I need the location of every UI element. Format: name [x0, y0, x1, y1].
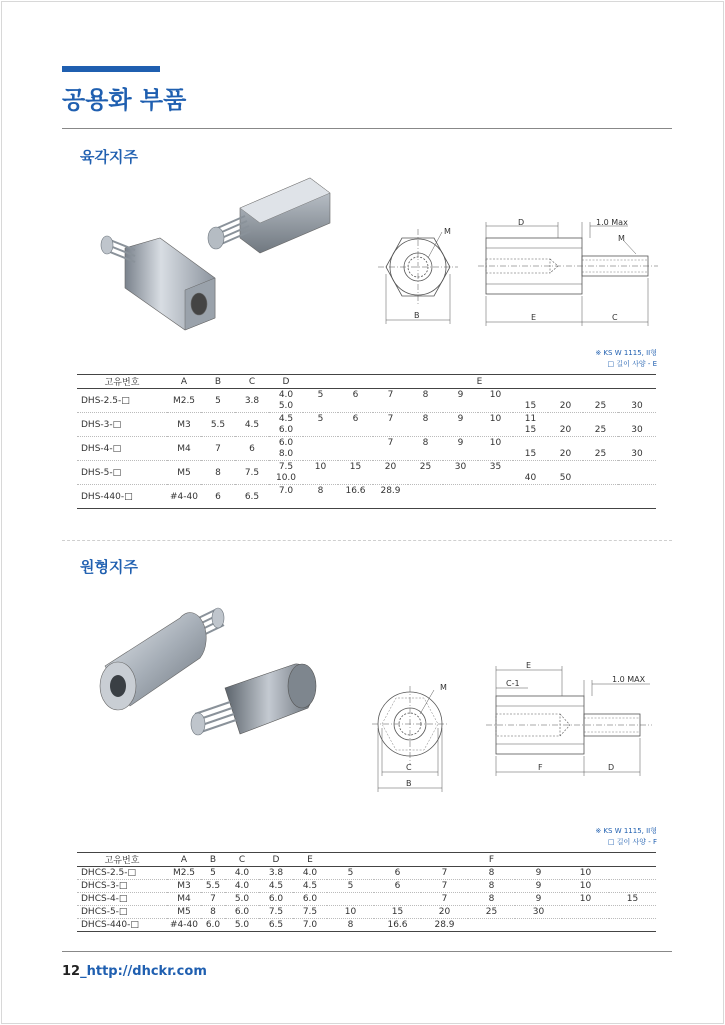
hex-cell-e — [303, 497, 338, 509]
round-cell-d: 4.5 — [259, 880, 293, 893]
hex-cell-e: 9 — [457, 413, 464, 424]
hex-cell-e — [443, 485, 478, 497]
hex-cell-e — [583, 389, 618, 401]
hex-cell-e — [443, 401, 478, 413]
hex-note-length: □ 길이 사양 - E — [607, 360, 657, 368]
hex-cell-e — [373, 425, 408, 437]
round-cell-c: 5.0 — [225, 893, 259, 906]
hex-cell-e — [478, 497, 513, 509]
round-cell-f — [609, 880, 656, 893]
hex-cell-e — [513, 485, 548, 497]
hex-cell-e: 7 — [387, 389, 394, 400]
hex-header-d: D — [269, 375, 303, 389]
hex-cell-e — [338, 449, 373, 461]
round-cell-f — [468, 919, 515, 932]
round-cell-f — [609, 919, 656, 932]
section-divider — [62, 540, 672, 541]
hex-drawing-label-max: 1.0 Max — [596, 218, 628, 227]
hex-cell-e — [618, 389, 656, 401]
hex-cell-c: 3.8 — [235, 389, 269, 413]
round-header-c: C — [225, 853, 259, 867]
hex-cell-e: 28.9 — [380, 485, 401, 496]
hex-cell-e: 25 — [583, 449, 618, 461]
round-cell-c: 4.0 — [225, 880, 259, 893]
round-drawing-label-max: 1.0 MAX — [612, 675, 646, 684]
hex-header-e: E — [303, 375, 656, 389]
hex-cell-e: 20 — [548, 401, 583, 413]
hex-cell-e — [513, 497, 548, 509]
round-cell-f — [609, 906, 656, 919]
hex-cell-e — [338, 425, 373, 437]
round-cell-code: DHCS-5-□ — [77, 906, 167, 919]
round-cell-code: DHCS-2.5-□ — [77, 867, 167, 880]
hex-cell-b: 5.5 — [201, 413, 235, 437]
round-cell-d: 6.5 — [259, 919, 293, 932]
round-cell-f: 9 — [515, 867, 562, 880]
hex-note — [595, 348, 657, 370]
round-cell-f — [515, 919, 562, 932]
round-cell-f: 8 — [468, 867, 515, 880]
hex-cell-e: 10 — [489, 413, 502, 424]
hex-cell-e — [443, 425, 478, 437]
round-header-code: 고유번호 — [77, 853, 167, 867]
hex-cell-b: 8 — [201, 461, 235, 485]
round-drawing-label-c: C — [406, 763, 412, 772]
hex-cell-code: DHS-2.5-□ — [77, 389, 167, 413]
hex-cell-d: 6.0 — [269, 425, 303, 437]
round-cell-d: 6.0 — [259, 893, 293, 906]
hex-cell-e: 9 — [457, 437, 464, 448]
round-note-length: □ 길이 사양 - F — [607, 838, 657, 846]
hex-cell-b: 7 — [201, 437, 235, 461]
round-spec-table — [77, 852, 656, 932]
hex-cell-e — [583, 461, 618, 473]
hex-cell-e — [338, 401, 373, 413]
round-cell-a: M5 — [167, 906, 201, 919]
hex-cell-e: 15 — [513, 449, 548, 461]
hex-cell-a: M3 — [167, 413, 201, 437]
table-row — [77, 893, 656, 906]
hex-cell-e — [548, 485, 583, 497]
hex-cell-e — [373, 401, 408, 413]
round-drawing-label-d: D — [608, 763, 615, 772]
round-cell-a: M3 — [167, 880, 201, 893]
hex-drawing-label-b: B — [414, 311, 420, 320]
hex-cell-e: 10 — [489, 389, 502, 400]
hex-note-standard: ※ KS W 1115, II형 — [595, 349, 657, 357]
round-table-header-row — [77, 853, 656, 867]
round-header-b: B — [201, 853, 225, 867]
round-cell-code: DHCS-440-□ — [77, 919, 167, 932]
hex-cell-e — [443, 473, 478, 485]
round-standoff-drawing — [372, 656, 662, 794]
hex-cell-e — [478, 425, 513, 437]
hex-cell-e: 10 — [489, 437, 502, 448]
round-cell-code: DHCS-3-□ — [77, 880, 167, 893]
hex-cell-c: 7.5 — [235, 461, 269, 485]
round-drawing-label-f: F — [538, 763, 543, 772]
round-cell-a: M2.5 — [167, 867, 201, 880]
round-cell-f — [562, 906, 609, 919]
hex-cell-a: M2.5 — [167, 389, 201, 413]
round-cell-f: 10 — [562, 867, 609, 880]
round-cell-f: 10 — [327, 906, 374, 919]
section-title-round: 원형지주 — [80, 558, 138, 576]
round-cell-e: 4.0 — [293, 867, 327, 880]
hex-cell-a: #4-40 — [167, 485, 201, 509]
page-title: 공용화 부품 — [62, 86, 187, 114]
round-cell-f: 6 — [374, 880, 421, 893]
footer-url-link[interactable]: _http://dhckr.com — [80, 964, 207, 979]
round-cell-f: 28.9 — [421, 919, 468, 932]
hex-cell-e: 25 — [583, 425, 618, 437]
round-cell-f: 30 — [515, 906, 562, 919]
hex-cell-e — [618, 437, 656, 449]
round-standoff-photo — [90, 596, 330, 766]
round-cell-f: 8 — [468, 893, 515, 906]
hex-cell-e: 16.6 — [345, 485, 366, 496]
round-cell-f: 5 — [327, 880, 374, 893]
page-number: 12 — [62, 964, 81, 979]
hex-cell-c: 6 — [235, 437, 269, 461]
round-cell-code: DHCS-4-□ — [77, 893, 167, 906]
round-cell-f: 10 — [562, 893, 609, 906]
round-cell-f: 20 — [421, 906, 468, 919]
hex-cell-e: 7 — [387, 437, 394, 448]
hex-cell-b: 5 — [201, 389, 235, 413]
hex-cell-e: 40 — [513, 473, 548, 485]
hex-cell-d: 8.0 — [269, 449, 303, 461]
hex-cell-e: 10 — [314, 461, 327, 472]
table-row — [77, 485, 656, 497]
hex-standoff-drawing — [378, 214, 663, 329]
hex-cell-e — [513, 461, 548, 473]
table-row — [77, 919, 656, 932]
hex-cell-e — [618, 473, 656, 485]
hex-cell-e: 20 — [384, 461, 397, 472]
round-cell-f: 8 — [327, 919, 374, 932]
hex-cell-code: DHS-5-□ — [77, 461, 167, 485]
hex-cell-e: 8 — [317, 485, 324, 496]
round-header-f: F — [327, 853, 656, 867]
round-cell-f: 5 — [327, 867, 374, 880]
hex-cell-e: 5 — [317, 413, 324, 424]
hex-cell-e — [618, 461, 656, 473]
round-cell-f: 7 — [421, 880, 468, 893]
hex-cell-e — [408, 485, 443, 497]
hex-cell-e — [373, 497, 408, 509]
round-cell-f — [562, 919, 609, 932]
hex-cell-e: 7 — [387, 413, 394, 424]
hex-cell-e — [303, 449, 338, 461]
round-drawing-label-b: B — [406, 779, 412, 788]
hex-cell-e: 8 — [422, 437, 429, 448]
hex-cell-e: 20 — [548, 425, 583, 437]
hex-cell-e: 8 — [422, 413, 429, 424]
hex-header-c: C — [235, 375, 269, 389]
hex-cell-d: 7.0 — [278, 485, 294, 496]
round-cell-f: 15 — [609, 893, 656, 906]
hex-cell-a: M4 — [167, 437, 201, 461]
round-drawing-label-m: M — [440, 683, 447, 692]
round-cell-f: 16.6 — [374, 919, 421, 932]
round-cell-c: 6.0 — [225, 906, 259, 919]
hex-cell-e: 6 — [352, 413, 359, 424]
round-cell-f — [374, 893, 421, 906]
round-drawing-label-c1: C-1 — [506, 679, 520, 688]
hex-cell-e — [583, 437, 618, 449]
hex-cell-e — [373, 449, 408, 461]
hex-cell-e — [408, 473, 443, 485]
footer — [62, 964, 207, 979]
round-cell-b: 6.0 — [201, 919, 225, 932]
table-row — [77, 413, 656, 425]
hex-cell-e: 8 — [422, 389, 429, 400]
round-cell-b: 5 — [201, 867, 225, 880]
round-cell-f: 15 — [374, 906, 421, 919]
hex-cell-e: 35 — [489, 461, 502, 472]
round-cell-c: 4.0 — [225, 867, 259, 880]
hex-cell-e: 15 — [513, 401, 548, 413]
round-header-d: D — [259, 853, 293, 867]
round-cell-d: 3.8 — [259, 867, 293, 880]
hex-cell-d: 4.5 — [278, 413, 294, 424]
hex-cell-e: 11 — [524, 413, 537, 424]
footer-rule — [62, 951, 672, 952]
round-cell-f: 7 — [421, 893, 468, 906]
section-title-hex: 육각지주 — [80, 148, 138, 166]
hex-cell-d: 10.0 — [269, 473, 303, 485]
hex-cell-e: 20 — [548, 449, 583, 461]
hex-cell-c: 6.5 — [235, 485, 269, 509]
round-cell-f: 8 — [468, 880, 515, 893]
round-note — [595, 826, 657, 848]
hex-cell-e — [338, 437, 373, 449]
round-cell-b: 5.5 — [201, 880, 225, 893]
hex-cell-a: M5 — [167, 461, 201, 485]
hex-cell-e — [408, 401, 443, 413]
title-rule — [62, 128, 672, 129]
round-cell-f: 10 — [562, 880, 609, 893]
hex-cell-d — [269, 497, 303, 509]
round-cell-e: 4.5 — [293, 880, 327, 893]
hex-cell-e — [618, 497, 656, 509]
hex-cell-e — [618, 485, 656, 497]
hex-drawing-label-d: D — [518, 218, 525, 227]
hex-cell-e: 30 — [618, 401, 656, 413]
round-cell-e: 7.5 — [293, 906, 327, 919]
hex-cell-e: 30 — [618, 425, 656, 437]
hex-cell-e — [408, 497, 443, 509]
hex-drawing-label-m2: M — [618, 234, 625, 243]
hex-cell-e: 6 — [352, 389, 359, 400]
hex-cell-code: DHS-3-□ — [77, 413, 167, 437]
hex-cell-e — [303, 425, 338, 437]
hex-header-code: 고유번호 — [77, 375, 167, 389]
hex-cell-e — [583, 473, 618, 485]
round-cell-f: 9 — [515, 893, 562, 906]
hex-cell-e: 15 — [349, 461, 362, 472]
hex-drawing-label-c: C — [612, 313, 618, 322]
hex-cell-e — [338, 497, 373, 509]
hex-cell-e — [303, 473, 338, 485]
round-cell-f: 7 — [421, 867, 468, 880]
round-cell-b: 7 — [201, 893, 225, 906]
hex-cell-e — [583, 497, 618, 509]
round-header-a: A — [167, 853, 201, 867]
hex-spec-table — [77, 374, 656, 509]
hex-cell-e — [478, 485, 513, 497]
hex-drawing-label-e: E — [531, 313, 537, 322]
hex-cell-e — [408, 425, 443, 437]
round-drawing-label-e: E — [526, 661, 532, 670]
round-cell-b: 8 — [201, 906, 225, 919]
hex-drawing-label-m: M — [444, 227, 451, 236]
table-row — [77, 906, 656, 919]
round-cell-e: 6.0 — [293, 893, 327, 906]
hex-cell-e — [548, 413, 583, 425]
hex-cell-e — [443, 497, 478, 509]
hex-cell-c: 4.5 — [235, 413, 269, 437]
hex-cell-e — [548, 461, 583, 473]
round-note-standard: ※ KS W 1115, II형 — [595, 827, 657, 835]
hex-cell-e: 25 — [419, 461, 432, 472]
round-cell-f: 9 — [515, 880, 562, 893]
hex-cell-e: 25 — [583, 401, 618, 413]
hex-cell-e — [338, 473, 373, 485]
round-cell-e: 7.0 — [293, 919, 327, 932]
hex-cell-e — [303, 401, 338, 413]
hex-cell-d: 6.0 — [278, 437, 294, 448]
hex-cell-e — [583, 413, 618, 425]
round-cell-f — [327, 893, 374, 906]
hex-cell-e — [583, 485, 618, 497]
round-cell-a: M4 — [167, 893, 201, 906]
hex-cell-e — [303, 437, 338, 449]
round-header-e: E — [293, 853, 327, 867]
table-row — [77, 867, 656, 880]
hex-cell-d: 7.5 — [278, 461, 294, 472]
hex-cell-e — [478, 473, 513, 485]
hex-cell-e — [548, 497, 583, 509]
hex-cell-code: DHS-4-□ — [77, 437, 167, 461]
hex-standoff-photo — [95, 168, 340, 338]
hex-table-header-row — [77, 375, 656, 389]
hex-cell-e: 30 — [454, 461, 467, 472]
hex-cell-e — [618, 413, 656, 425]
hex-cell-e — [548, 389, 583, 401]
hex-cell-d: 4.0 — [278, 389, 294, 400]
hex-cell-e — [513, 389, 548, 401]
hex-cell-e: 50 — [548, 473, 583, 485]
table-row — [77, 880, 656, 893]
hex-cell-d: 5.0 — [269, 401, 303, 413]
hex-cell-e — [478, 401, 513, 413]
hex-cell-e — [443, 449, 478, 461]
hex-cell-e — [408, 449, 443, 461]
hex-cell-b: 6 — [201, 485, 235, 509]
hex-cell-e: 30 — [618, 449, 656, 461]
round-cell-f: 6 — [374, 867, 421, 880]
title-accent-bar — [62, 66, 160, 72]
hex-cell-code: DHS-440-□ — [77, 485, 167, 509]
hex-cell-e: 15 — [513, 425, 548, 437]
round-cell-c: 5.0 — [225, 919, 259, 932]
hex-cell-e: 9 — [457, 389, 464, 400]
round-cell-f: 25 — [468, 906, 515, 919]
table-row — [77, 389, 656, 401]
hex-cell-e — [548, 437, 583, 449]
hex-cell-e: 5 — [317, 389, 324, 400]
table-row — [77, 461, 656, 473]
round-cell-d: 7.5 — [259, 906, 293, 919]
hex-cell-e — [373, 473, 408, 485]
hex-header-b: B — [201, 375, 235, 389]
hex-cell-e — [513, 437, 548, 449]
hex-cell-e — [478, 449, 513, 461]
round-cell-f — [609, 867, 656, 880]
table-row — [77, 437, 656, 449]
hex-header-a: A — [167, 375, 201, 389]
round-cell-a: #4-40 — [167, 919, 201, 932]
